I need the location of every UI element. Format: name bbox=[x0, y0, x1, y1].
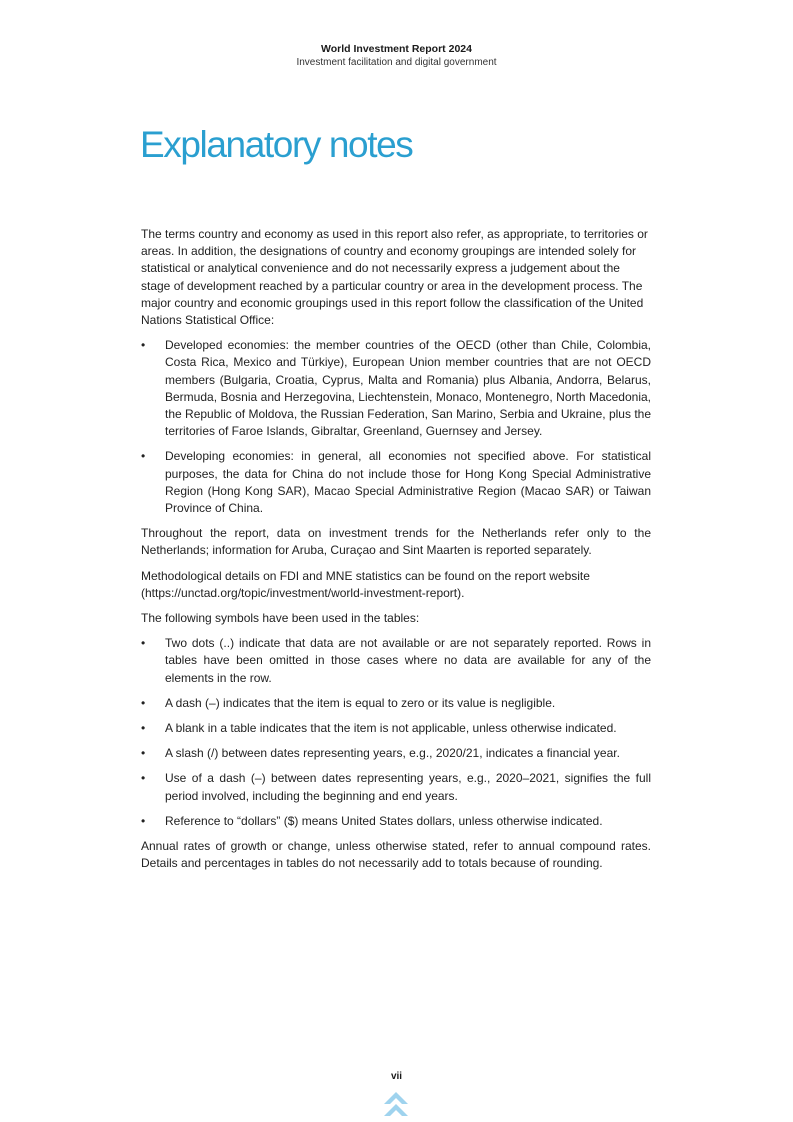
netherlands-paragraph: Throughout the report, data on investment trends for the Netherlands refer only to the Netherlands; information for Aruba, Curaçao and Sint Maarten is reported separately. bbox=[141, 526, 651, 558]
list-item bbox=[141, 448, 651, 517]
list-item bbox=[141, 813, 651, 830]
chevron-lower bbox=[384, 1104, 408, 1116]
symbols-intro: The following symbols have been used in the tables: bbox=[141, 611, 420, 626]
list-item-text: Use of a dash (–) between dates representing years, e.g., 2020–2021, signifies the full period involved, including the beginning and end years. bbox=[165, 771, 651, 803]
groupings-list bbox=[141, 337, 651, 517]
list-item bbox=[141, 720, 651, 737]
chevron-upper bbox=[384, 1092, 408, 1104]
page-number: vii bbox=[390, 1071, 403, 1082]
bullet-icon: • bbox=[141, 695, 146, 710]
list-item-text: Developed economies: the member countries of the OECD (other than Chile, Colombia, Costa Rica, Mexico and Türkiye), European Union member countries that are not OECD members (Bulgaria, Croatia, Cyprus, Malta and Romania) plus Albania, Andorra, Belarus, Bermuda, Bosnia and Herzegovina, Liechtenstein, Monaco, Montenegro, North Macedonia, the Republic of Moldova, the Russian Federation, San Marino, Serbia and Ukraine, plus the territories of Faroe Islands, Gibraltar, Greenland, Guernsey and Jersey. bbox=[165, 338, 651, 439]
bullet-icon: • bbox=[141, 746, 146, 761]
running-header bbox=[0, 42, 793, 70]
list-item-text: Developing economies: in general, all economies not specified above. For statistical purposes, the data for China do not include those for Hong Kong Special Administrative Region (Hong Kong SAR), Macao Special Administrative Region (Macao SAR) or Taiwan Province of China. bbox=[165, 449, 651, 516]
list-item bbox=[141, 695, 651, 712]
bullet-icon: • bbox=[141, 813, 146, 828]
bullet-icon: • bbox=[141, 338, 146, 353]
list-item bbox=[141, 337, 651, 440]
bullet-icon: • bbox=[141, 636, 146, 651]
list-item bbox=[141, 770, 651, 804]
page-title: Explanatory notes bbox=[140, 124, 413, 165]
report-subtitle: Investment facilitation and digital government bbox=[296, 57, 497, 68]
report-title: World Investment Report 2024 bbox=[321, 43, 472, 55]
bullet-icon: • bbox=[141, 449, 146, 464]
list-item-text: A blank in a table indicates that the item is not applicable, unless otherwise indicated. bbox=[165, 721, 617, 736]
methodology-paragraph: Methodological details on FDI and MNE statistics can be found on the report website (https://unctad.org/topic/investment/world-investment-report). bbox=[141, 568, 590, 600]
list-item bbox=[141, 745, 651, 762]
body-text bbox=[141, 226, 651, 881]
intro-paragraph: The terms country and economy as used in this report also refer, as appropriate, to territories or areas. In addition, the designations of country and economy groupings are intended solely for statistical or analytical convenience and do not necessarily express a judgement about the stage of development reached by a particular country or area in the development process. The major country and economic groupings used in this report follow the classification of the United Nations Statistical Office: bbox=[141, 227, 648, 328]
bullet-icon: • bbox=[141, 721, 146, 736]
list-item-text: A dash (–) indicates that the item is equal to zero or its value is negligible. bbox=[165, 695, 556, 710]
double-chevron-up-icon bbox=[382, 1090, 410, 1122]
bullet-icon: • bbox=[141, 771, 146, 786]
symbols-list bbox=[141, 635, 651, 830]
list-item bbox=[141, 635, 651, 687]
list-item-text: Two dots (..) indicate that data are not available or are not separately reported. Rows in tables have been omitted in those cases where no data are available for any of the elements in the row. bbox=[165, 636, 651, 685]
closing-paragraph: Annual rates of growth or change, unless otherwise stated, refer to annual compound rates. Details and percentages in tables do not necessarily add to totals because of rounding. bbox=[141, 839, 651, 871]
list-item-text: Reference to “dollars” ($) means United States dollars, unless otherwise indicated. bbox=[165, 813, 603, 828]
list-item-text: A slash (/) between dates representing years, e.g., 2020/21, indicates a financial year. bbox=[165, 746, 620, 761]
